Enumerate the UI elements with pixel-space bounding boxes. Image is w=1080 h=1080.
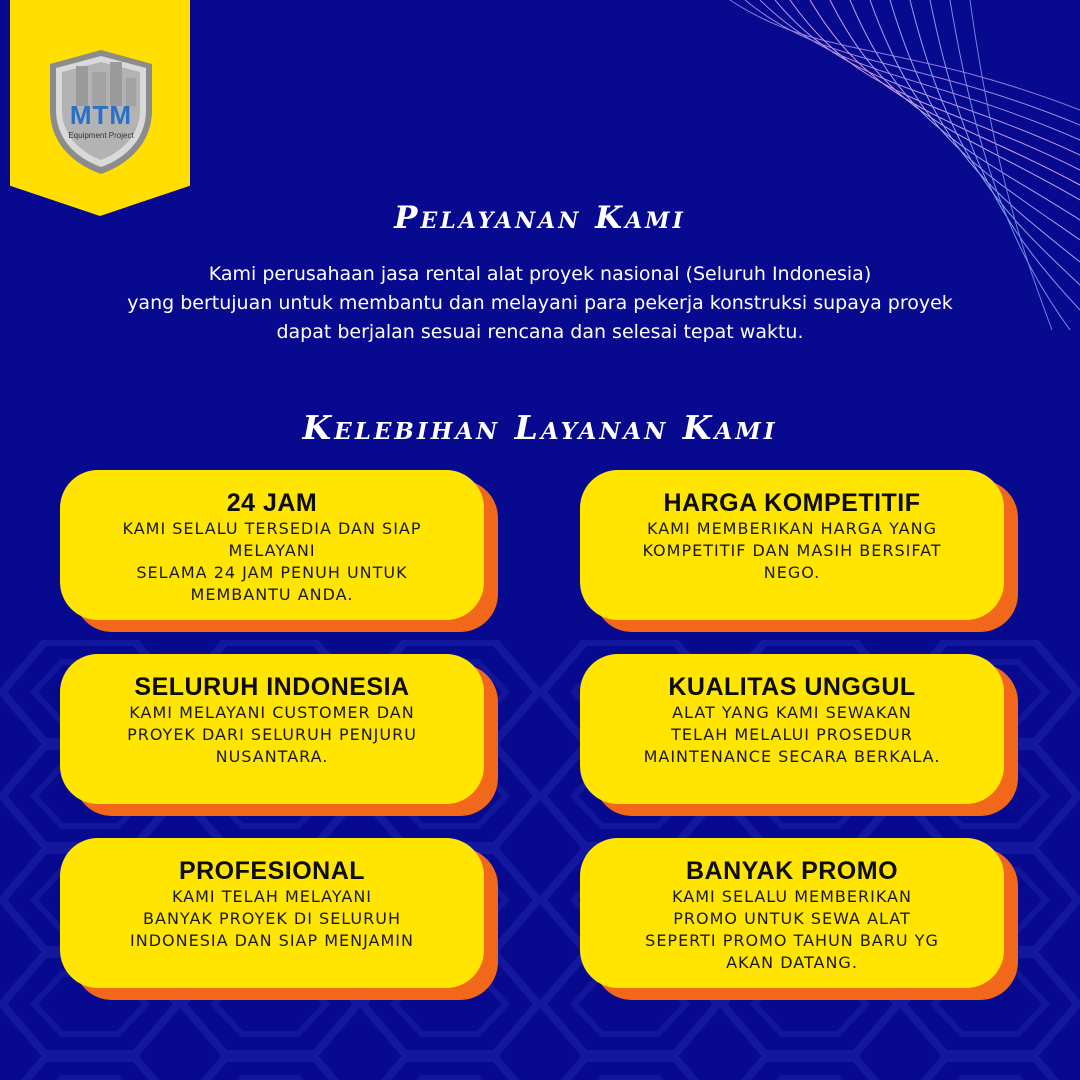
benefit-card-harga-kompetitif xyxy=(580,470,1018,632)
card-line: KOMPETITIF DAN MASIH BERSIFAT xyxy=(642,541,942,560)
card-line: KAMI MEMBERIKAN HARGA YANG xyxy=(647,519,937,538)
card-title: SELURUH INDONESIA xyxy=(134,673,410,701)
company-description xyxy=(40,260,1040,347)
card-line: ALAT YANG KAMI SEWAKAN xyxy=(672,703,912,722)
card-text xyxy=(604,702,980,768)
description-line: yang bertujuan untuk membantu dan melayani para pekerja konstruksi supaya proyek xyxy=(127,292,953,314)
mtm-shield-logo xyxy=(44,48,158,176)
card-title: 24 JAM xyxy=(226,489,318,517)
card-line: MEMBANTU ANDA. xyxy=(190,585,354,604)
card-body xyxy=(60,654,484,804)
benefit-card-kualitas-unggul xyxy=(580,654,1018,816)
logo-text: MTM xyxy=(69,100,133,130)
card-line: KAMI SELALU TERSEDIA DAN SIAP xyxy=(122,519,422,538)
card-line: PROYEK DARI SELURUH PENJURU xyxy=(127,725,417,744)
card-body xyxy=(580,654,1004,804)
card-line: AKAN DATANG. xyxy=(726,953,858,972)
card-body xyxy=(580,838,1004,988)
card-text xyxy=(604,518,980,584)
card-text xyxy=(84,702,460,768)
card-line: KAMI TELAH MELAYANI xyxy=(171,887,373,906)
card-text xyxy=(84,518,460,606)
card-text xyxy=(604,886,980,974)
logo-subtext: Equipment Project xyxy=(68,131,134,140)
card-line: KAMI SELALU MEMBERIKAN xyxy=(672,887,912,906)
section-title: Pelayanan Kami xyxy=(394,200,686,236)
card-line: NEGO. xyxy=(763,563,821,582)
benefit-card-banyak-promo xyxy=(580,838,1018,1000)
card-title: BANYAK PROMO xyxy=(685,857,899,885)
description-line: dapat berjalan sesuai rencana dan selesai tepat waktu. xyxy=(276,321,804,343)
benefit-card-24-jam xyxy=(60,470,498,632)
card-body xyxy=(60,838,484,988)
card-line: PROMO UNTUK SEWA ALAT xyxy=(673,909,911,928)
benefits-title: Kelebihan Layanan Kami xyxy=(302,408,778,447)
card-text xyxy=(84,886,460,952)
card-line: SEPERTI PROMO TAHUN BARU YG xyxy=(645,931,939,950)
benefit-card-profesional xyxy=(60,838,498,1000)
card-body xyxy=(60,470,484,620)
description-line: Kami perusahaan jasa rental alat proyek nasional (Seluruh Indonesia) xyxy=(208,263,872,285)
card-line: INDONESIA DAN SIAP MENJAMIN xyxy=(130,931,414,950)
card-line: BANYAK PROYEK DI SELURUH xyxy=(143,909,401,928)
card-line: MAINTENANCE SECARA BERKALA. xyxy=(643,747,941,766)
card-title: KUALITAS UNGGUL xyxy=(668,673,916,701)
card-line: KAMI MELAYANI CUSTOMER DAN xyxy=(129,703,415,722)
card-body xyxy=(580,470,1004,620)
card-line: MELAYANI xyxy=(228,541,316,560)
card-line: NUSANTARA. xyxy=(215,747,329,766)
card-line: TELAH MELALUI PROSEDUR xyxy=(671,725,913,744)
card-title: PROFESIONAL xyxy=(178,857,366,885)
card-line: SELAMA 24 JAM PENUH UNTUK xyxy=(136,563,408,582)
benefit-card-seluruh-indonesia xyxy=(60,654,498,816)
card-title: HARGA KOMPETITIF xyxy=(663,489,921,517)
